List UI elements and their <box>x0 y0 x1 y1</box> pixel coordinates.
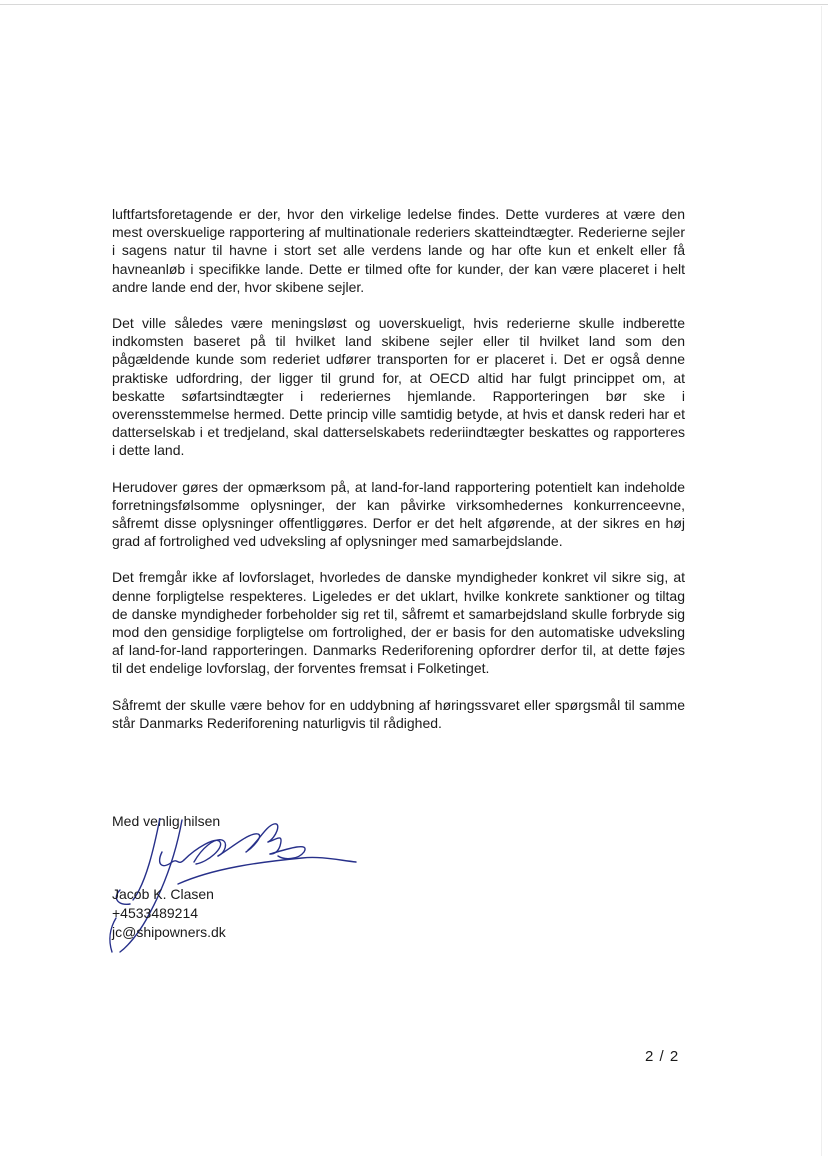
letter-paragraph-4: Det fremgår ikke af lovforslaget, hvorledes de danske myndigheder konkret vil sikre sig, at denne forpligtelse respekteres. Ligeledes er det uklart, hvilke konkrete sanktioner og tiltag de danske myndigheder forbeholder sig ret til, såfremt et samarbejdsland skulle forbryde sig mod den gensidige forpligtelse om fortrolighed, der er basis for den automatiske udveksling af land-for-land rapporteringen. Danmarks Rederiforening opfordrer derfor til, at dette føjes til det endelige lovforslag, der forventes fremsat i Folketinget. <box>112 569 685 677</box>
signer-phone[interactable]: +4533489214 <box>112 905 199 921</box>
scan-right-edge <box>821 6 822 1156</box>
page-number: 2 / 2 <box>645 1048 680 1065</box>
letter-paragraph-2: Det ville således være meningsløst og uoverskueligt, hvis rederierne skulle indberette indkomsten baseret på til hvilket land skibene sejler eller til hvilket land som den pågældende kunde som rederiet udfører transporten for er placeret i. Det er også denne praktiske udfordring, der ligger til grund for, at OECD altid har fulgt princippet om, at beskatte søfartsindtægter i rederiernes hjemlande. Rapporteringen bør ske i overensstemmelse hermed. Dette princip ville samtidig betyde, at hvis et dansk rederi har et datterselskab i et tredjeland, skal datterselskabets rederiindtægter beskattes og rapporteres i dette land. <box>112 315 685 459</box>
signer-email[interactable]: jc@shipowners.dk <box>112 924 226 940</box>
letter-paragraph-3: Herudover gøres der opmærksom på, at land-for-land rapportering potentielt kan indeholde forretningsfølsomme oplysninger, der kan påvirke virksomhedernes konkurrenceevne, såfremt disse oplysninger offentliggøres. Derfor er det helt afgørende, at der sikres en høj grad af fortrolighed ved udveksling af oplysninger med samarbejdslande. <box>112 478 685 550</box>
signature-block <box>112 885 226 942</box>
letter-body <box>112 205 685 732</box>
letter-paragraph-1: luftfartsforetagende er der, hvor den virkelige ledelse findes. Dette vurderes at være den mest overskuelige rapportering af multinationale rederiers skatteindtægter. Rederierne sejler i sagens natur til havne i stort set alle verdens lande og har ofte kun et enkelt eller få havneanløb i specifikke lande. Dette er tilmed ofte for kunder, der kan være placeret i helt andre lande end der, hvor skibene sejler. <box>112 206 685 295</box>
scan-top-rule <box>0 4 828 5</box>
letter-paragraph-5: Såfremt der skulle være behov for en uddybning af høringssvaret eller spørgsmål til samme står Danmarks Rederiforening naturligvis til rådighed. <box>112 696 685 731</box>
signer-name: Jacob K. Clasen <box>112 886 214 902</box>
closing-salutation: Med venlig hilsen <box>112 813 221 829</box>
